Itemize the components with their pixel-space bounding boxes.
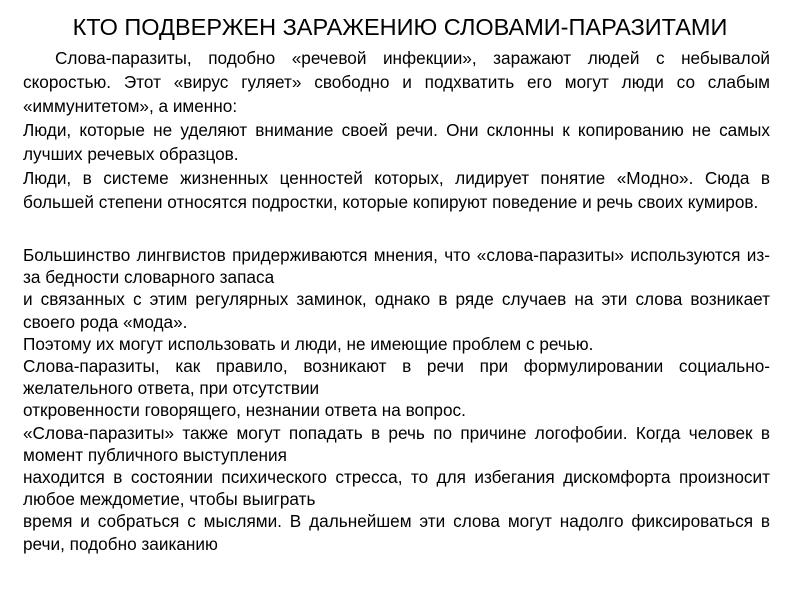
paragraph-no-speech-problems: Поэтому их могут использовать и люди, не имеющие проблем с речью. xyxy=(23,333,594,354)
paragraph-stress: находится в состоянии психического стресса, то для избегания дискомфорта произносит любое междометие, чтобы выиграть xyxy=(23,467,770,510)
paragraph-frankness: откровенности говорящего, незнании ответа на вопрос. xyxy=(23,400,466,421)
linguists-text-block xyxy=(23,244,770,555)
paragraph-social-answer: Слова-паразиты, как правило, возникают в речи при формулировании социально-желательного ответа, при отсутствии xyxy=(23,356,770,399)
paragraph-careless-speakers: Люди, которые не уделяют внимание своей речи. Они склонны к копированию не самых лучших речевых образцов. xyxy=(23,120,770,164)
paragraph-intro: Слова-паразиты, подобно «речевой инфекции», заражают людей с небывалой скоростью. Этот «вирус гуляет» свободно и подхватить его могут люди со слабым «иммунитетом», а именно: xyxy=(23,48,770,116)
slide-title: КТО ПОДВЕРЖЕН ЗАРАЖЕНИЮ СЛОВАМИ-ПАРАЗИТАМИ xyxy=(72,14,728,40)
paragraph-stuttering: время и собраться с мыслями. В дальнейшем эти слова могут надолго фиксироваться в речи, подобно заиканию xyxy=(23,511,770,554)
paragraph-logophobia: «Слова-паразиты» также могут попадать в речь по причине логофобии. Когда человек в момент публичного выступления xyxy=(23,422,770,465)
paragraph-fashion-followers: Люди, в системе жизненных ценностей которых, лидирует понятие «Модно». Сюда в большей степени относятся подростки, которые копируют поведение и речь своих кумиров. xyxy=(23,168,770,212)
paragraph-vocabulary: Большинство лингвистов придерживаются мнения, что «слова-паразиты» используются из-за бедности словарного запаса xyxy=(23,245,770,288)
paragraph-hesitations: и связанных с этим регулярных заминок, однако в ряде случаев на эти слова возникает своего рода «мода». xyxy=(23,289,770,332)
intro-text-block xyxy=(23,46,770,214)
